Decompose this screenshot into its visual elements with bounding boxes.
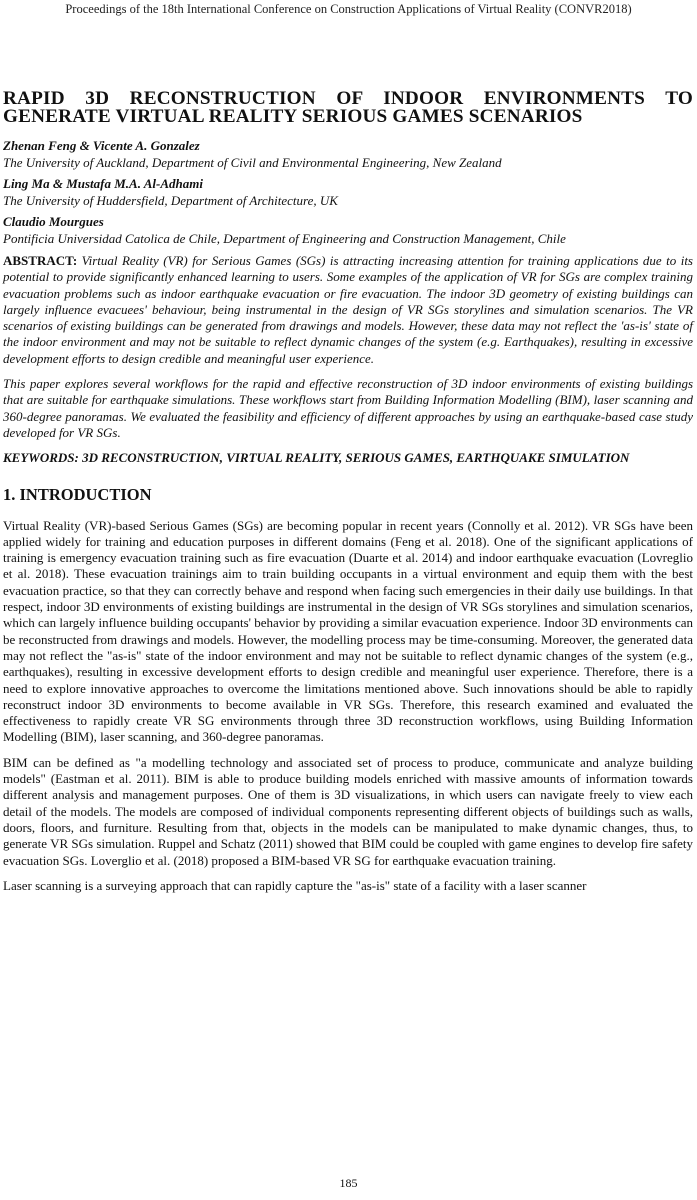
intro-paragraph: Laser scanning is a surveying approach that can rapidly capture the "as-is" state of a facility with a laser scanner (3, 877, 587, 893)
abstract-paragraph-2: This paper explores several workflows for the rapid and effective reconstruction of 3D indoor environments of existing buildings that are suitable for earthquake simulations. These workflows start from Building Information Modelling (BIM), laser scanning and 360-degree panoramas. We evaluated the feasibility and efficiency of different approaches by using an earthquake-based case study developed for VR SGs. (3, 376, 693, 440)
author-names: Ling Ma & Mustafa M.A. Al-Adhami (3, 176, 203, 191)
author-group (3, 138, 693, 171)
abstract-paragraph (3, 253, 693, 367)
intro-paragraph: Virtual Reality (VR)-based Serious Games (SGs) are becoming popular in recent years (Connolly et al. 2012). VR SGs have been applied widely for training and education purposes in different domains (Feng et al. 2018). One of the significant applications of training is emergency evacuation training such as fire evacuation (Duarte et al. 2014) and indoor earthquake evacuation (Lovreglio et al. 2018). These evacuation trainings aim to train building occupants in a virtual environment and equip them with the best evacuation practice, so that they can correctly behave and respond when facing such emergencies in their daily use buildings. In that respect, indoor 3D environments of existing buildings are instrumental in the design of VR SGs storylines and simulation scenarios, which can largely influence building occupants' behavior by providing a similar evacuation experience. Indoor 3D environments can be reconstructed from drawings and models. However, the modelling process may be time-consuming. Moreover, the generated data may not reflect the "as-is" state of the indoor environment and may not be suitable to reflect dynamic changes of the system (e.g., earthquakes), resulting in excessive development efforts to design credible and meaningful user experience. Therefore, there is a need to explore innovative approaches to overcome the limitations mentioned above. Such innovations should be able to rapidly reconstruct indoor 3D environments to become available in VR SGs. Therefore, this research examined and evaluated the effectiveness to rapidly create VR SG environments through three 3D reconstruction workflows, using Building Information Modelling (BIM), laser scanning, and 360-degree panoramas. (3, 517, 693, 745)
section-heading: 1. INTRODUCTION (3, 484, 152, 504)
intro-paragraph: BIM can be defined as "a modelling technology and associated set of process to produce, communicate and analyze building models" (Eastman et al. 2011). BIM is able to produce building models enriched with massive amounts of information towards different analysis and management purposes. One of them is 3D visualizations, in which users can navigate freely to view each detail of the models. The models are composed of individual components representing different objects of buildings such as walls, doors, floors, and furniture. Resulting from that, objects in the models can be manipulated to make dynamic changes, thus, to generate VR SGs simulation. Ruppel and Schatz (2011) showed that BIM could be coupled with game engines to develop fire safety evacuation SGs. Loverglio et al. (2018) proposed a BIM-based VR SG for earthquake evacuation training. (3, 754, 693, 868)
keywords: KEYWORDS: 3D RECONSTRUCTION, VIRTUAL REALITY, SERIOUS GAMES, EARTHQUAKE SIMULATION (3, 450, 630, 466)
author-group (3, 176, 693, 209)
running-head: Proceedings of the 18th International Conference on Construction Applications of Virtual Reality (CONVR2018) (65, 2, 632, 16)
author-affiliation: The University of Huddersfield, Department of Architecture, UK (3, 192, 338, 208)
author-names: Claudio Mourgues (3, 214, 104, 229)
author-group (3, 214, 693, 247)
author-names: Zhenan Feng & Vicente A. Gonzalez (3, 138, 200, 153)
author-affiliation: Pontificia Universidad Catolica de Chile, Department of Engineering and Construction Management, Chile (3, 230, 566, 246)
paper-title: RAPID 3D RECONSTRUCTION OF INDOOR ENVIRONMENTS TO GENERATE VIRTUAL REALITY SERIOUS GAMES SCENARIOS (3, 88, 693, 127)
author-affiliation: The University of Auckland, Department of Civil and Environmental Engineering, New Zealand (3, 154, 502, 170)
abstract-text: Virtual Reality (VR) for Serious Games (SGs) is attracting increasing attention for training applications due to its potential to provide significantly enhanced learning to users. Some examples of the application of VR for SGs are complex training evacuation problems such as indoor earthquake evacuation or fire evacuation. The indoor 3D geometry of existing buildings can largely influence evacuees' behaviour, being instrumental in the design of VR SGs storylines and simulation scenarios. The VR scenarios of existing buildings can be generated from drawings and models. However, these data may not reflect the 'as-is' state of the indoor environment and may not be suitable to reflect dynamic changes of the system (e.g. Earthquakes), resulting in excessive development efforts to design credible and meaningful user experience. (3, 253, 693, 366)
abstract-label: ABSTRACT: (3, 253, 78, 268)
paper-page (3, 90, 693, 903)
page-number: 185 (339, 1176, 358, 1190)
author-block (3, 138, 693, 247)
